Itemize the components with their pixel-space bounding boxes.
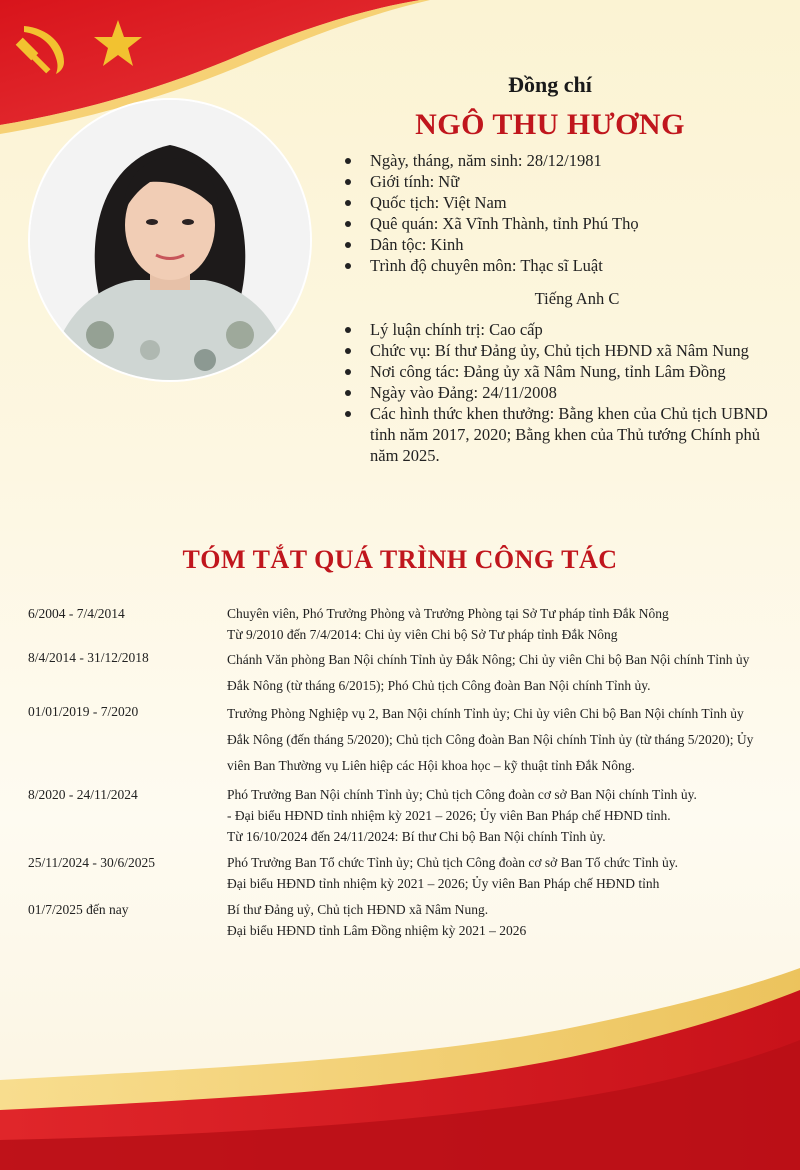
timeline-period: 25/11/2024 - 30/6/2025	[28, 855, 155, 870]
timeline-row	[28, 852, 768, 894]
info-political-theory: Lý luận chính trị: Cao cấp	[342, 319, 772, 340]
info-party-date: Ngày vào Đảng: 24/11/2008	[342, 382, 772, 403]
timeline-period: 01/01/2019 - 7/2020	[28, 704, 139, 719]
info-workplace: Nơi công tác: Đảng ủy xã Nâm Nung, tỉnh Lâm Đồng	[342, 361, 772, 382]
timeline-row	[28, 784, 768, 847]
timeline-row	[28, 603, 768, 645]
hammer-sickle-icon	[14, 18, 76, 80]
full-name: NGÔ THU HƯƠNG	[415, 108, 685, 141]
info-gender: Giới tính: Nữ	[342, 171, 772, 192]
honorific: Đồng chí	[508, 72, 592, 97]
timeline-description	[227, 647, 768, 699]
timeline-description	[227, 899, 768, 941]
timeline-row	[28, 647, 768, 699]
info-position: Chức vụ: Bí thư Đảng ủy, Chủ tịch HĐND xã Nâm Nung	[342, 340, 772, 361]
timeline-row	[28, 899, 768, 941]
timeline-row	[28, 701, 768, 779]
timeline-line: - Đại biểu HĐND tỉnh nhiệm kỳ 2021 – 2026; Ủy viên Ban Pháp chế HĐND tỉnh.	[227, 808, 671, 823]
timeline-period: 01/7/2025 đến nay	[28, 902, 129, 917]
star-icon	[92, 18, 144, 70]
info-education: Trình độ chuyên môn: Thạc sĩ Luật	[342, 255, 772, 276]
timeline-line: Từ 16/10/2024 đến 24/11/2024: Bí thư Chi bộ Ban Nội chính Tỉnh ủy.	[227, 829, 606, 844]
profile-info	[342, 150, 772, 466]
info-birthdate: Ngày, tháng, năm sinh: 28/12/1981	[342, 150, 772, 171]
timeline-line: Chánh Văn phòng Ban Nội chính Tỉnh ủy Đắk Nông; Chi ủy viên Chi bộ Ban Nội chính Tỉnh ủy Đắk Nông (từ tháng 6/2015); Phó Chủ tịch Công đoàn Ban Nội chính Tỉnh ủy.	[227, 652, 750, 693]
info-language: Tiếng Anh C	[534, 289, 620, 308]
timeline-line: Đại biểu HĐND tỉnh nhiệm kỳ 2021 – 2026; Ủy viên Ban Pháp chế HĐND tỉnh	[227, 876, 660, 891]
info-hometown: Quê quán: Xã Vĩnh Thành, tỉnh Phú Thọ	[342, 213, 772, 234]
timeline-period: 8/4/2014 - 31/12/2018	[28, 650, 149, 665]
timeline-line: Phó Trưởng Ban Tổ chức Tỉnh ủy; Chủ tịch Công đoàn cơ sở Ban Tổ chức Tỉnh ủy.	[227, 855, 678, 870]
timeline-line: Phó Trưởng Ban Nội chính Tỉnh ủy; Chủ tịch Công đoàn cơ sở Ban Nội chính Tỉnh ủy.	[227, 787, 697, 802]
timeline-period: 6/2004 - 7/4/2014	[28, 606, 125, 621]
timeline-description	[227, 603, 768, 645]
timeline-period: 8/2020 - 24/11/2024	[28, 787, 138, 802]
timeline-line: Từ 9/2010 đến 7/4/2014: Chi ủy viên Chi bộ Sở Tư pháp tỉnh Đắk Nông	[227, 627, 618, 642]
timeline-description	[227, 701, 768, 779]
timeline-line: Trưởng Phòng Nghiệp vụ 2, Ban Nội chính Tỉnh ủy; Chi ủy viên Chi bộ Ban Nội chính Tỉnh ủy Đắk Nông (đến tháng 5/2020); Chủ tịch Công đoàn Ban Nội chính Tỉnh ủy (từ tháng 5/2020); Ủy viên Ban Thường vụ Liên hiệp các Hội khoa học – kỹ thuật tỉnh Đắk Nông.	[227, 706, 754, 773]
career-timeline	[28, 603, 768, 946]
info-awards: Các hình thức khen thưởng: Bằng khen của Chủ tịch UBND tỉnh năm 2017, 2020; Bằng khen của Thủ tướng Chính phủ năm 2025.	[342, 403, 772, 466]
career-title: TÓM TẮT QUÁ TRÌNH CÔNG TÁC	[182, 545, 618, 574]
timeline-line: Bí thư Đảng uỷ, Chủ tịch HĐND xã Nâm Nung.	[227, 902, 489, 917]
portrait-photo	[30, 100, 310, 380]
info-nationality: Quốc tịch: Việt Nam	[342, 192, 772, 213]
timeline-line: Đại biểu HĐND tỉnh Lâm Đồng nhiệm kỳ 2021 – 2026	[227, 923, 527, 938]
timeline-description	[227, 852, 768, 894]
timeline-line: Chuyên viên, Phó Trưởng Phòng và Trưởng Phòng tại Sở Tư pháp tỉnh Đắk Nông	[227, 606, 669, 621]
timeline-description	[227, 784, 768, 847]
info-ethnicity: Dân tộc: Kinh	[342, 234, 772, 255]
